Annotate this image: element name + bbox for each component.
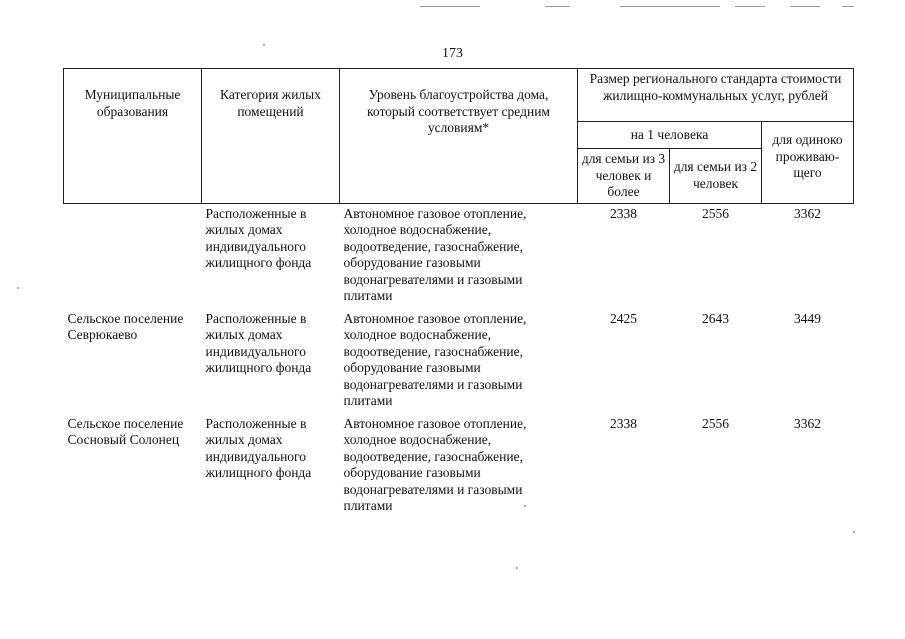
scan-speck (853, 531, 855, 533)
cell-single: 3362 (794, 205, 821, 221)
cell-family-3plus: 2425 (610, 310, 637, 326)
cell-family-2: 2556 (702, 205, 729, 221)
scan-artifacts (0, 6, 905, 12)
scan-speck (516, 567, 518, 569)
cell-single: 3362 (794, 415, 821, 431)
scan-speck (17, 287, 19, 289)
regional-standard-table (63, 68, 854, 519)
header-category: Категория жилых помещений (202, 69, 340, 204)
header-amenities: Уровень благоустройства дома, который соответствует средним условиям* (340, 69, 578, 204)
table-row (64, 203, 854, 309)
header-municipality: Муниципальные образования (64, 69, 202, 204)
header-family-3plus: для семьи из 3 человек и более (578, 149, 670, 204)
cell-amenities: Автономное газовое отопление, холодное водоснабжение, водоотведение, газоснабжение, оборудование газовыми водонагревателями и газовыми плитами (343, 310, 527, 408)
cell-municipality: Сельское поселение Сосновый Солонец (67, 415, 184, 447)
cell-amenities: Автономное газовое отопление, холодное водоснабжение, водоотведение, газоснабжение, оборудование газовыми водонагревателями и газовыми плитами (343, 205, 527, 303)
cell-municipality (64, 203, 202, 309)
cell-category: Расположенные в жилых домах индивидуального жилищного фонда (205, 415, 312, 480)
cell-single: 3449 (794, 310, 821, 326)
cell-category: Расположенные в жилых домах индивидуального жилищного фонда (205, 205, 312, 270)
header-per-person: на 1 человека (578, 122, 762, 149)
cell-family-2: 2556 (702, 415, 729, 431)
cell-municipality: Сельское поселение Севрюкаево (67, 310, 184, 342)
cell-family-3plus: 2338 (610, 415, 637, 431)
cell-category: Расположенные в жилых домах индивидуального жилищного фонда (205, 310, 312, 375)
header-family-2: для семьи из 2 человек (670, 149, 762, 204)
cell-family-2: 2643 (702, 310, 729, 326)
header-single: для одиноко проживаю-щего (762, 122, 854, 204)
table-row (64, 309, 854, 414)
table-row (64, 414, 854, 519)
page-number: 173 (442, 46, 463, 61)
cell-family-3plus: 2338 (610, 205, 637, 221)
header-standard-size: Размер регионального стандарта стоимости жилищно-коммунальных услуг, рублей (578, 69, 854, 122)
cell-amenities: Автономное газовое отопление, холодное водоснабжение, водоотведение, газоснабжение, оборудование газовыми водонагревателями и газовыми плитами (343, 415, 527, 513)
